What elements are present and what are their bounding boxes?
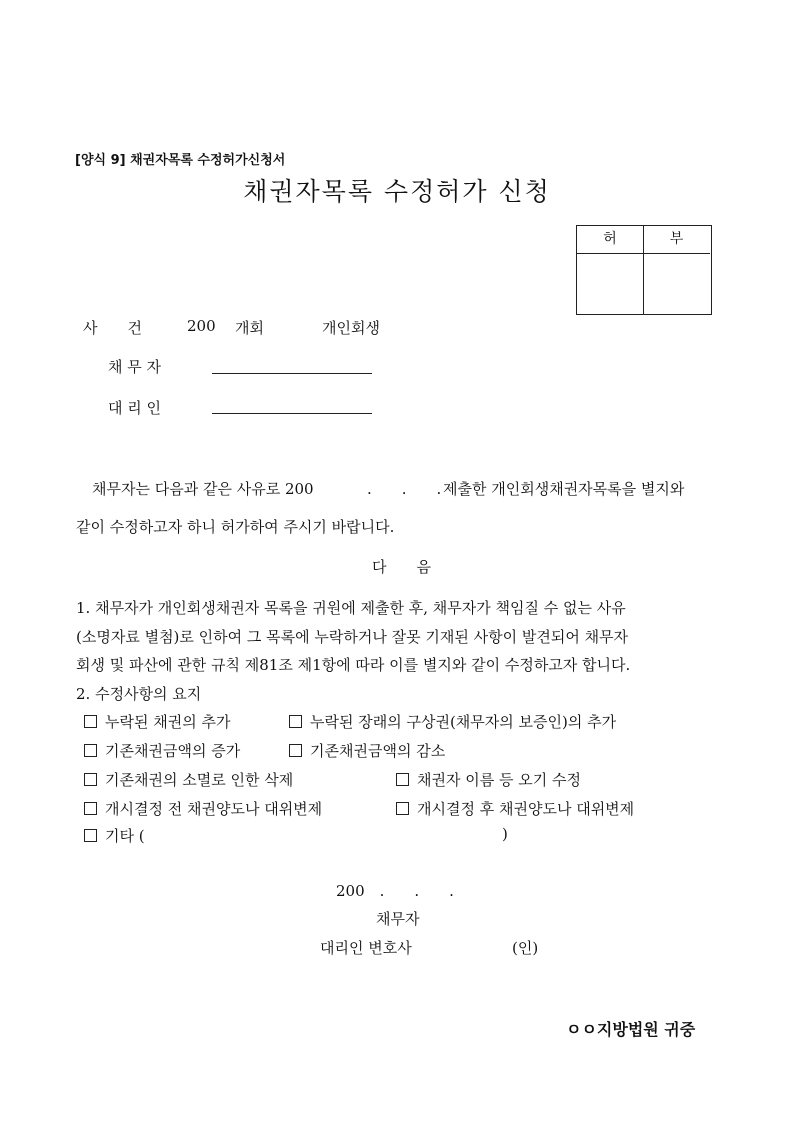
checkbox-label: 기타 ( bbox=[105, 827, 145, 845]
request-line1-b: 제출한 개인회생채권자목록을 별지와 bbox=[443, 480, 685, 498]
checkbox-square[interactable] bbox=[289, 715, 302, 728]
checkbox-label: 기존채권금액의 감소 bbox=[310, 742, 446, 760]
checkbox-amount-decrease[interactable] bbox=[289, 740, 445, 761]
checkbox-name-typo[interactable] bbox=[396, 769, 581, 790]
request-line2: 같이 수정하고자 하니 허가하여 주시기 바랍니다. bbox=[76, 518, 395, 536]
approval-column-approve bbox=[577, 226, 644, 314]
checkbox-missing-claim[interactable] bbox=[84, 711, 230, 732]
case-label: 사 건 bbox=[83, 319, 142, 337]
approval-box bbox=[576, 225, 712, 315]
checkbox-label: 누락된 장래의 구상권(채무자의 보증인)의 추가 bbox=[310, 713, 617, 731]
case-year: 200 bbox=[187, 317, 216, 335]
checkbox-extinguished-claim[interactable] bbox=[84, 769, 293, 790]
request-line1-dots: . . . bbox=[367, 480, 442, 498]
item1-line1: 1. 채무자가 개인회생채권자 목록을 귀원에 제출한 후, 채무자가 책임질 수 없는 사유 bbox=[76, 599, 626, 617]
seal-mark: (인) bbox=[512, 939, 539, 957]
case-type: 개회 bbox=[235, 319, 264, 337]
court-addressee: ㅇㅇ지방법원 귀중 bbox=[566, 1020, 696, 1039]
signature-debtor: 채무자 bbox=[376, 910, 420, 928]
checkbox-label: 기존채권의 소멸로 인한 삭제 bbox=[105, 771, 294, 789]
agent-label: 대 리 인 bbox=[108, 399, 162, 417]
checkbox-label: 누락된 채권의 추가 bbox=[105, 713, 231, 731]
form-label: [양식 9] 채권자목록 수정허가신청서 bbox=[75, 153, 286, 168]
debtor-label: 채 무 자 bbox=[108, 358, 162, 376]
approval-header-approve: 허 bbox=[577, 226, 643, 254]
checkbox-label: 개시결정 후 채권양도나 대위변제 bbox=[417, 800, 635, 818]
signature-agent: 대리인 변호사 bbox=[320, 939, 412, 957]
checkbox-square[interactable] bbox=[289, 744, 302, 757]
checkbox-transfer-before[interactable] bbox=[84, 798, 322, 819]
approval-column-deny bbox=[643, 226, 710, 314]
debtor-name-line[interactable] bbox=[212, 373, 372, 374]
checkbox-square[interactable] bbox=[84, 744, 97, 757]
signature-date: 200 . . . bbox=[336, 882, 454, 900]
checkbox-label: 채권자 이름 등 오기 수정 bbox=[417, 771, 581, 789]
checkbox-square[interactable] bbox=[84, 802, 97, 815]
checkbox-square[interactable] bbox=[84, 715, 97, 728]
checkbox-future-recourse[interactable] bbox=[289, 711, 616, 732]
item2-heading: 2. 수정사항의 요지 bbox=[76, 685, 202, 703]
other-close-paren: ) bbox=[502, 825, 508, 843]
checkbox-transfer-after[interactable] bbox=[396, 798, 634, 819]
checkbox-amount-increase[interactable] bbox=[84, 740, 240, 761]
page-title: 채권자목록 수정허가 신청 bbox=[243, 177, 551, 206]
agent-name-line[interactable] bbox=[212, 413, 372, 414]
checkbox-other[interactable] bbox=[84, 825, 145, 846]
checkbox-square[interactable] bbox=[396, 773, 409, 786]
checkbox-square[interactable] bbox=[84, 829, 97, 842]
item1-line2: (소명자료 별첨)로 인하여 그 목록에 누락하거나 잘못 기재된 사항이 발견되어 채무자 bbox=[76, 628, 629, 646]
checkbox-square[interactable] bbox=[396, 802, 409, 815]
checkbox-square[interactable] bbox=[84, 773, 97, 786]
checkbox-label: 개시결정 전 채권양도나 대위변제 bbox=[105, 800, 323, 818]
approval-header-deny: 부 bbox=[643, 226, 710, 254]
request-line1-a: 채무자는 다음과 같은 사유로 200 bbox=[92, 480, 314, 498]
checkbox-label: 기존채권금액의 증가 bbox=[105, 742, 241, 760]
section-heading: 다 음 bbox=[372, 558, 431, 576]
item1-line3: 회생 및 파산에 관한 규칙 제81조 제1항에 따라 이를 별지와 같이 수정하고자 합니다. bbox=[76, 656, 631, 674]
case-name: 개인회생 bbox=[322, 319, 380, 337]
